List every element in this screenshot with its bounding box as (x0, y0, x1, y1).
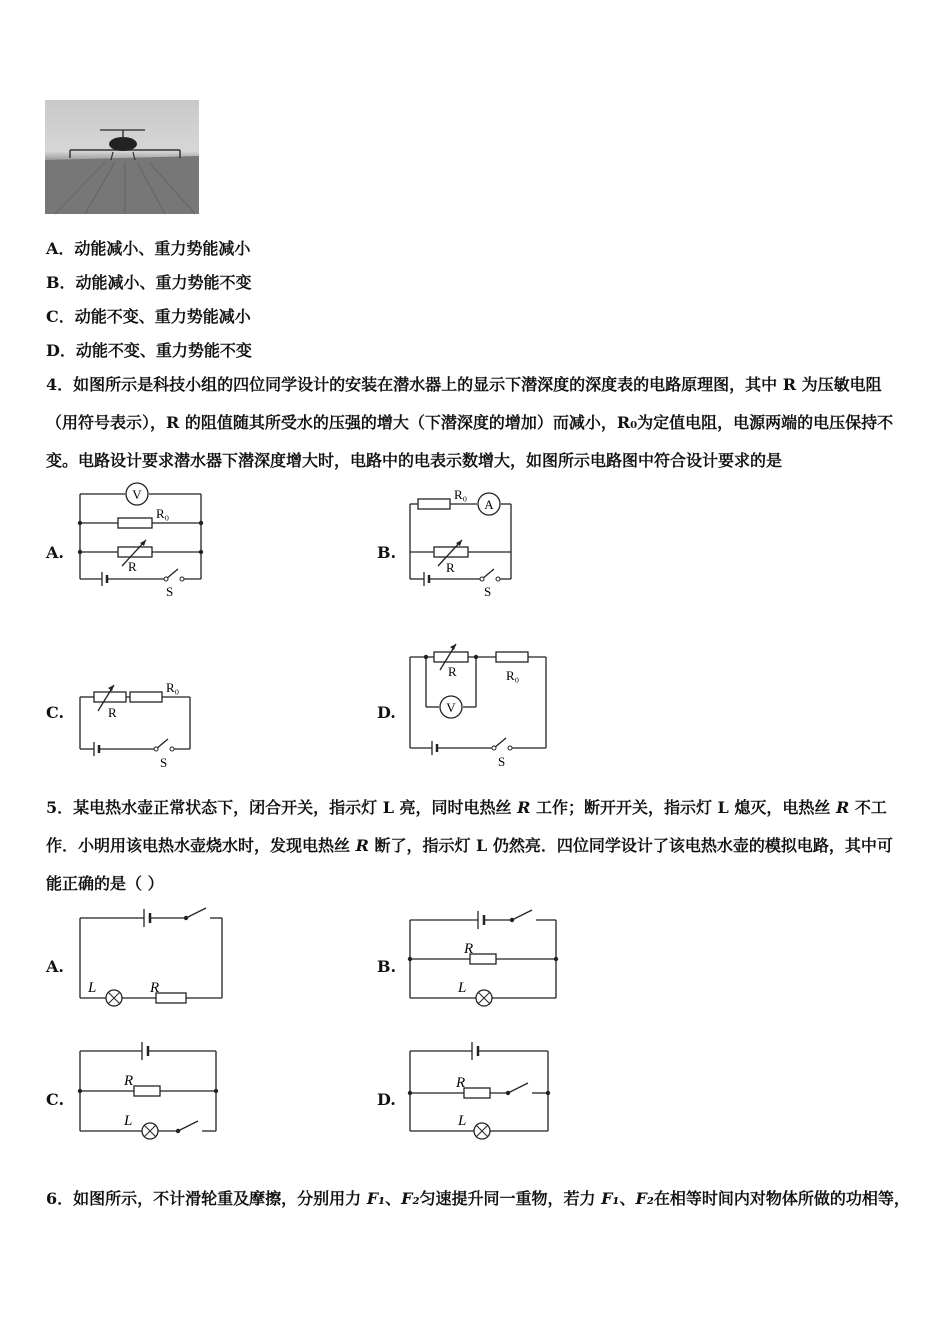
q3-option-d: D．动能不变、重力势能不变 (46, 341, 252, 360)
q5-label-a: A. (46, 957, 64, 976)
lamp-label: L (124, 1113, 133, 1129)
s-label: S (160, 755, 168, 770)
q4-circuit-b (400, 482, 545, 600)
q5-label-d: D. (377, 1090, 396, 1109)
r-label: R (446, 560, 455, 575)
ammeter-label: A (484, 497, 494, 512)
q4-label-c: C. (46, 703, 65, 722)
lamp-icon (474, 1123, 490, 1139)
q5-label-b: B. (377, 957, 397, 976)
voltmeter-label: V (446, 700, 456, 715)
q3-option-a: A．动能减小、重力势能减小 (46, 239, 251, 258)
q3-option-c: C．动能不变、重力势能减小 (46, 307, 251, 326)
lamp-icon (106, 990, 122, 1006)
r-label: R (448, 664, 457, 679)
lamp-label: L (88, 980, 97, 996)
lamp-icon (142, 1123, 158, 1139)
q4-circuit-a (70, 482, 215, 600)
q4-label-a: A. (46, 543, 64, 562)
lamp-label: L (458, 1113, 467, 1129)
q5-circuit-c (70, 1035, 230, 1145)
q4-label-b: B. (377, 543, 397, 562)
q5-circuit-b (400, 900, 565, 1012)
q5-question-text: 5．某电热水壶正常状态下，闭合开关，指示灯 L 亮，同时电热丝 R 工作；断开开关，指示灯 L 熄灭，电热丝 R 不工作．小明用该电热水壶烧水时，发现电热丝 R 断了，指示灯 L 仍然亮．四位同学设计了该电热水壶的模拟电路，其中可能正确的是（ ） (46, 798, 893, 893)
lamp-label: L (458, 980, 467, 996)
s-label: S (484, 584, 492, 599)
r0-label: R₀ (156, 506, 170, 521)
q6-question-text: 6．如图所示，不计滑轮重及摩擦，分别用力 F₁、F₂匀速提升同一重物，若力 F₁、F₂在相等时间内对物体所做的功相等， (46, 1189, 910, 1208)
q5-label-c: C. (46, 1090, 65, 1109)
drone-photo (45, 100, 199, 214)
r0-label: R₀ (454, 487, 468, 502)
r0-label: R₀ (166, 680, 180, 695)
q4-circuit-d (400, 640, 555, 775)
r-label: R (150, 980, 160, 996)
q4-circuit-c (70, 675, 215, 775)
r-label: R (456, 1075, 466, 1091)
s-label: S (166, 584, 174, 599)
s-label: S (498, 754, 506, 769)
q4-label-d: D. (377, 703, 396, 722)
q4-question-text: 4．如图所示是科技小组的四位同学设计的安装在潜水器上的显示下潜深度的深度表的电路原理图，其中 R 为压敏电阻（用符号表示），R 的阻值随其所受水的压强的增大（下潜深度的增加）而减小，R₀为定值电阻，电源两端的电压保持不变。电路设计要求潜水器下潜深度增大时，电路中的电表示数增大，如图所示电路图中符合设计要求的是 (46, 375, 894, 470)
r-label: R (128, 559, 137, 574)
q3-option-b: B．动能减小、重力势能不变 (46, 273, 252, 292)
r-label: R (124, 1073, 134, 1089)
q5-circuit-d (400, 1035, 560, 1145)
q5-circuit-a (70, 900, 230, 1012)
lamp-icon (476, 990, 492, 1006)
r-label: R (108, 705, 117, 720)
r-label: R (464, 941, 474, 957)
voltmeter-label: V (132, 487, 142, 502)
r0-label: R₀ (506, 668, 520, 683)
